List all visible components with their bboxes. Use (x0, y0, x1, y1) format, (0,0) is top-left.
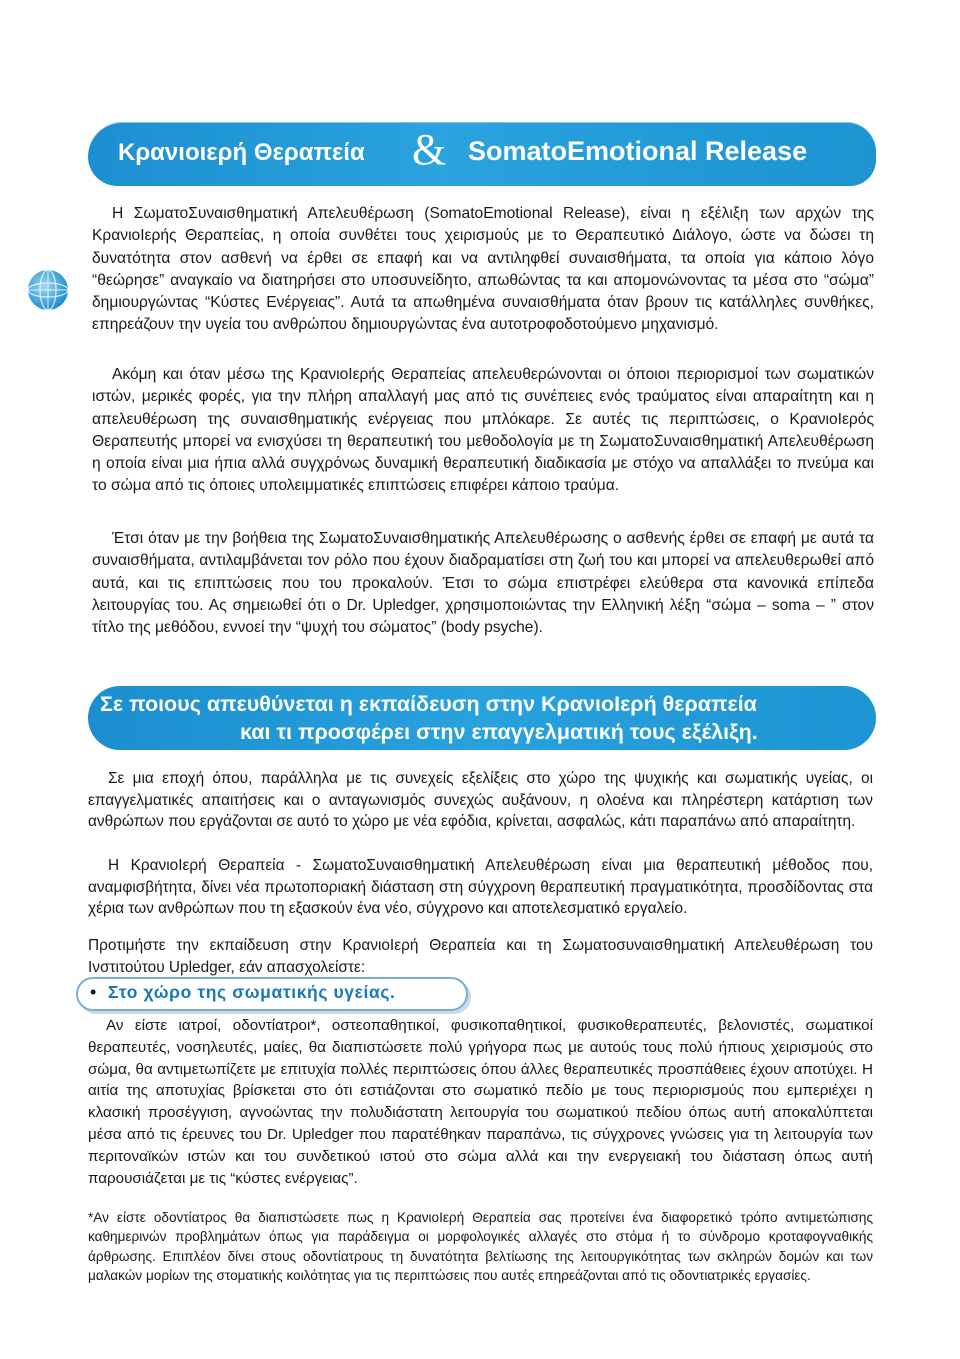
dentist-footnote: *Αν είστε οδοντίατρος θα διαπιστώσετε πως η ΚρανιοΙερή Θεραπεία σας προτείνει ένα διαφορετικό τρόπο αντιμετώπισης καθημερινών προβλημάτων όπως για παράδειγμα οι μορφολογικές αλλαγές στο στόμα ή το σύνδρομο κροταφογναθικής άρθρωσης. Επιπλέον δίνει στους οδοντίατρους τη δυνατότητα βελτίωσης της λειτουργικότητας των σκληρών δομών και των μαλακών μορίων της στοματικής κοιλότητας για τις περιπτώσεις που αυτές επηρεάζονται από τις οδοντιατρικές εργασίες. (88, 1210, 873, 1283)
prefer-paragraph: Προτιμήστε την εκπαίδευση στην ΚρανιοΙερή Θεραπεία και τη Σωματοσυναισθηματική Απελευθέρωση του Ινστιτούτου Upledger, εάν απασχολείστε: (88, 937, 873, 976)
health-paragraph: Αν είστε ιατροί, οδοντίατροι*, οστεοπαθητικοί, φυσικοπαθητικοί, φυσικοθεραπευτές, βελονιστές, σωματικοί θεραπευτές, νοσηλευτές, μαίες, θα διαπιστώσετε πολύ γρήγορα πως με αυτούς τους πολύ ήπιους χειρισμούς στο σώμα, θα αντιμετωπίζετε με επιτυχία πολλές περιπτώσεις όπου άλλες θεραπευτικές προσπάθειες έχουν αποτύχει. Η αιτία της αποτυχίας βρίσκεται στο ότι εστιάζονται στο σωματικό πεδίο με τους περιορισμούς που εμπεριέχει η κλασική προσέγγιση, αγνοώντας την πολυδιάστατη λειτουργία του σωματικού πεδίου όπως αυτή αποκαλύπτεται μέσα από τις έρευνες του Dr. Upledger που παρατέθηκαν παραπάνω, τις σύγχρονες γνώσεις για τη λειτουργία των περιτοναϊκών ιστών και του συνδετικού ιστού στο σώμα αλλά και την ενεργειακή του διάσταση όπως αυτή παρουσιάζεται με τις “κύστες ενέργειας”. (88, 1017, 873, 1187)
title-right: SomatoEmotional Release (468, 136, 808, 166)
intro-paragraph: Η ΣωματοΣυναισθηματική Απελευθέρωση (SomatoEmotional Release), είναι η εξέλιξη των αρχών της ΚρανιοΙερής Θεραπείας, η οποία συνθέτει τους χειρισμούς με το Θεραπευτικό Διάλογο, ώστε να δώσει τη δυνατότητα στον ασθενή να έρθει σε επαφή και να αντιληφθεί συναισθήματα, τα οποία για κάποιο λόγο “θεώρησε” αναγκαίο να διατηρήσει στο υποσυνείδητο, απωθώντας τα και απομονώνοντας τα μέσα στο “σώμα” δημιουργώντας “Κύστες Ενέργειας”. Αυτά τα απωθημένα συναισθήματα όταν βρουν τις κατάλληλες συνθήκες, επηρεάζουν την υγεία του ανθρώπου δημιουργώντας ένα αυτοτροφοδοτούμενο μηχανισμό. (92, 205, 874, 334)
era-paragraph: Σε μια εποχή όπου, παράλληλα με τις συνεχείς εξελίξεις στο χώρο της ψυχικής και σωματικής υγείας, οι επαγγελματικές απαιτήσεις και ο ανταγωνισμός συνεχώς αυξάνουν, η ολοένα και πληρέστερη κατάρτιση των ανθρώπων που εργάζονται σε αυτό το χώρο με νέα εφόδια, κρίνεται, ασφαλώς, κάτι παραπάνω από απαραίτητη. (88, 770, 873, 830)
method-paragraph: Η ΚρανιοΙερή Θεραπεία - ΣωματοΣυναισθηματική Απελευθέρωση είναι μια θεραπευτική μέθοδος που, αναμφισβήτητα, δίνει νέα πρωτοποριακή διάσταση στη σύγχρονη θεραπευτική πραγματικότητα, προσδίδοντας στα χέρια των ανθρώπων που τη εξασκούν ένα νέο, σύγχρονο και αποτελεσματικό εργαλείο. (88, 857, 873, 917)
body-psyche-paragraph: Έτσι όταν με την βοήθεια της ΣωματοΣυναισθηματικής Απελευθέρωσης ο ασθενής έρθει σε επαφή με αυτά τα συναισθήματα, αντιλαμβάνεται τον ρόλο που έχουν διαδραματίσει στη ζωή του και μπορεί να απελευθερωθεί από αυτά, και τις επιπτώσεις που του προκαλούν. Έτσι το σώμα επιστρέφει ελεύθερα στα κανονικά επίπεδα λειτουργίας του. Ας σημειωθεί ότι ο Dr. Upledger, χρησιμοποιώντας την Ελληνική λέξη “σώμα – soma – ” στον τίτλο της μεθόδου, εννοεί την “ψυχή του σώματος” (body psyche). (92, 530, 874, 637)
health-field-text: Στο χώρο της σωματικής υγείας. (108, 982, 396, 1002)
title-banner (88, 122, 876, 186)
section-banner (88, 686, 876, 750)
section-title-line2: και τι προσφέρει στην επαγγελματική τους εξέλιξη. (240, 720, 758, 744)
title-left: Κρανιοιερή Θεραπεία (118, 139, 365, 166)
release-paragraph: Ακόμη και όταν μέσω της ΚρανιοΙερής Θεραπείας απελευθερώνονται οι όποιοι περιορισμοί των σωματικών ιστών, μερικές φορές, για την πλήρη απαλλαγή μας από τις συνέπειες ενός τραύματος είναι απαραίτητη και η απελευθέρωση της συναισθηματικής ενέργειας που μπλόκαρε. Σε αυτές τις περιπτώσεις, ο ΚρανιοΙερός Θεραπευτής μπορεί να ενισχύσει τη θεραπευτική του μεθοδολογία με τη ΣωματοΣυναισθηματική Απελευθέρωση η οποία είναι μια ήπια αλλά συγχρόνως δυναμική θεραπευτική διαδικασία με στόχο να απαλλάξει το πνεύμα και το σώμα από τις όποιες υπολειμματικές επιπτώσεις επιφέρει κάποιο τραύμα. (92, 366, 874, 495)
bullet-marker: • (90, 982, 97, 1002)
health-field-label (76, 977, 468, 1011)
section-title-line1: Σε ποιους απευθύνεται η εκπαίδευση στην ΚρανιοΙερή θεραπεία (100, 692, 757, 716)
globe-icon (26, 268, 70, 312)
title-ampersand: & (412, 125, 447, 174)
